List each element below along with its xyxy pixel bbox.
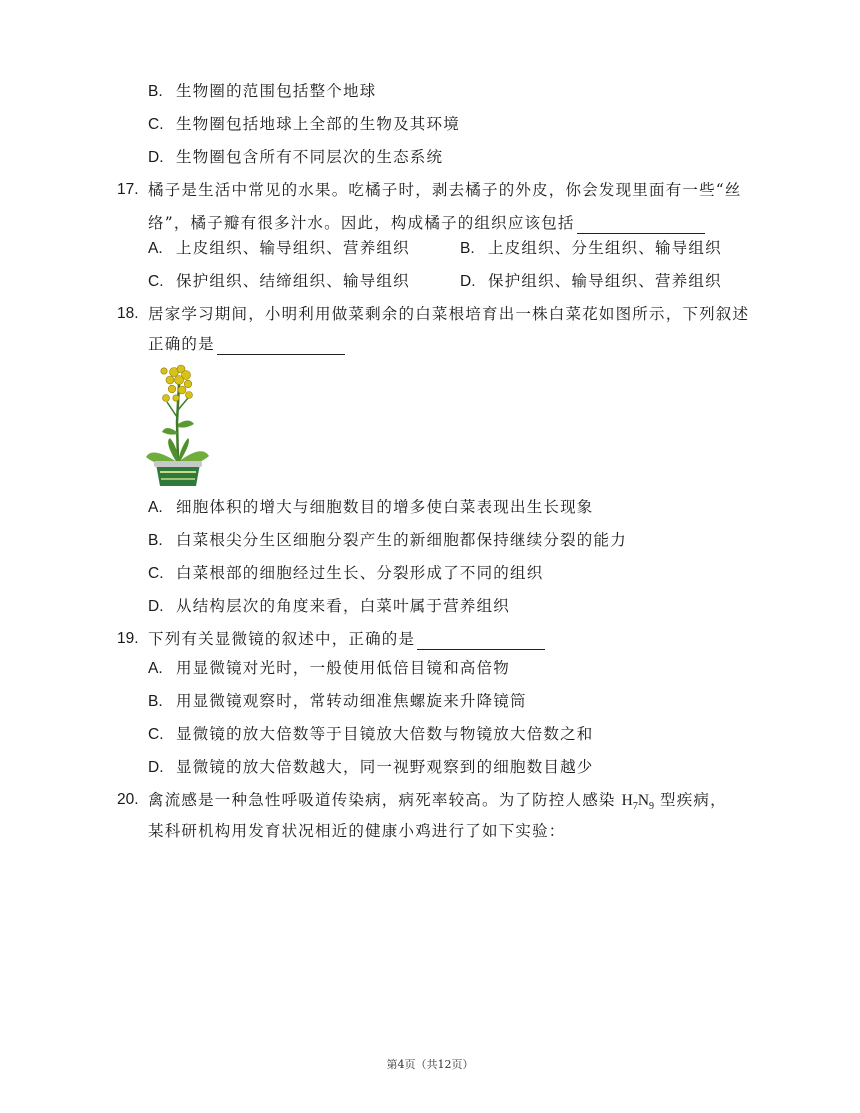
formula-h: H xyxy=(621,792,633,809)
q17-number: 17. xyxy=(117,181,139,198)
q18-option-a xyxy=(148,496,594,519)
page-footer: 第4页（共12页） xyxy=(386,1058,474,1071)
option-label: D. xyxy=(148,149,164,166)
prev-option-d xyxy=(148,146,443,169)
q19-option-c xyxy=(148,723,594,746)
cabbage-flower-pot-image xyxy=(142,362,212,490)
q20-number: 20. xyxy=(117,791,139,808)
option-label: B. xyxy=(148,693,163,710)
option-text: 生物圈包括地球上全部的生物及其环境 xyxy=(176,115,460,133)
q19-stem xyxy=(148,628,545,650)
stem-text: 禽流感是一种急性呼吸道传染病，病死率较高。为了防控人感染 xyxy=(148,791,616,809)
option-label: B. xyxy=(148,532,163,549)
q17-option-a xyxy=(148,237,410,260)
option-text: 白菜根部的细胞经过生长、分裂形成了不同的组织 xyxy=(176,564,544,582)
option-label: B. xyxy=(460,240,475,257)
option-label: D. xyxy=(148,759,164,776)
q17-option-d xyxy=(460,270,722,293)
q18-stem-line2 xyxy=(148,333,345,355)
stem-text: 型疾病， xyxy=(660,791,727,809)
formula-n-sub: 9 xyxy=(649,801,655,813)
prev-option-c xyxy=(148,113,460,136)
option-label: D. xyxy=(148,598,164,615)
option-text: 显微镜的放大倍数越大，同一视野观察到的细胞数目越少 xyxy=(176,758,594,776)
formula-h-sub: 7 xyxy=(632,801,638,813)
option-label: C. xyxy=(148,726,164,743)
option-text: 保护组织、结缔组织、输导组织 xyxy=(176,272,410,290)
option-text: 细胞体积的增大与细胞数目的增多使白菜表现出生长现象 xyxy=(176,498,594,516)
stem-text: 下列有关显微镜的叙述中，正确的是 xyxy=(148,630,416,648)
formula-n: N xyxy=(637,792,650,809)
q19-option-a xyxy=(148,657,510,680)
option-text: 用显微镜观察时，常转动细准焦螺旋来升降镜筒 xyxy=(176,692,527,710)
q18-option-b xyxy=(148,529,627,552)
option-text: 生物圈的范围包括整个地球 xyxy=(176,82,377,100)
option-text: 上皮组织、输导组织、营养组织 xyxy=(176,239,410,257)
option-label: C. xyxy=(148,273,164,290)
option-text: 从结构层次的角度来看，白菜叶属于营养组织 xyxy=(176,597,511,615)
option-text: 用显微镜对光时，一般使用低倍目镜和高倍物 xyxy=(176,659,511,677)
option-text: 保护组织、输导组织、营养组织 xyxy=(488,272,722,290)
q18-option-d xyxy=(148,595,510,618)
answer-blank[interactable] xyxy=(417,632,545,650)
q17-stem-line1: 橘子是生活中常见的水果。吃橘子时，剥去橘子的外皮，你会发现里面有一些“丝 xyxy=(148,181,742,199)
option-label: C. xyxy=(148,565,164,582)
option-label: A. xyxy=(148,240,163,257)
virus-formula xyxy=(621,792,655,813)
q20-stem-line2: 某科研机构用发育状况相近的健康小鸡进行了如下实验： xyxy=(148,822,566,840)
q19-option-d xyxy=(148,756,594,779)
answer-blank[interactable] xyxy=(217,337,345,355)
stem-text: 络”，橘子瓣有很多汁水。因此，构成橘子的组织应该包括 xyxy=(148,214,575,232)
option-label: C. xyxy=(148,116,164,133)
option-text: 上皮组织、分生组织、输导组织 xyxy=(488,239,722,257)
option-label: A. xyxy=(148,499,163,516)
stem-text: 正确的是 xyxy=(148,335,215,353)
prev-option-b xyxy=(148,80,376,103)
q19-number: 19. xyxy=(117,630,139,647)
q20-stem-line1 xyxy=(148,789,727,818)
q17-stem-line2 xyxy=(148,212,705,234)
option-label: D. xyxy=(460,273,476,290)
q18-stem-line1: 居家学习期间，小明利用做菜剩余的白菜根培育出一株白菜花如图所示，下列叙述 xyxy=(148,305,750,323)
q18-number: 18. xyxy=(117,305,139,322)
q17-option-c xyxy=(148,270,410,293)
option-text: 白菜根尖分生区细胞分裂产生的新细胞都保持继续分裂的能力 xyxy=(176,531,627,549)
answer-blank[interactable] xyxy=(577,216,705,234)
option-label: A. xyxy=(148,660,163,677)
option-text: 生物圈包含所有不同层次的生态系统 xyxy=(176,148,444,166)
q17-option-b xyxy=(460,237,722,260)
option-text: 显微镜的放大倍数等于目镜放大倍数与物镜放大倍数之和 xyxy=(176,725,594,743)
q19-option-b xyxy=(148,690,527,713)
q18-option-c xyxy=(148,562,543,585)
option-label: B. xyxy=(148,83,163,100)
